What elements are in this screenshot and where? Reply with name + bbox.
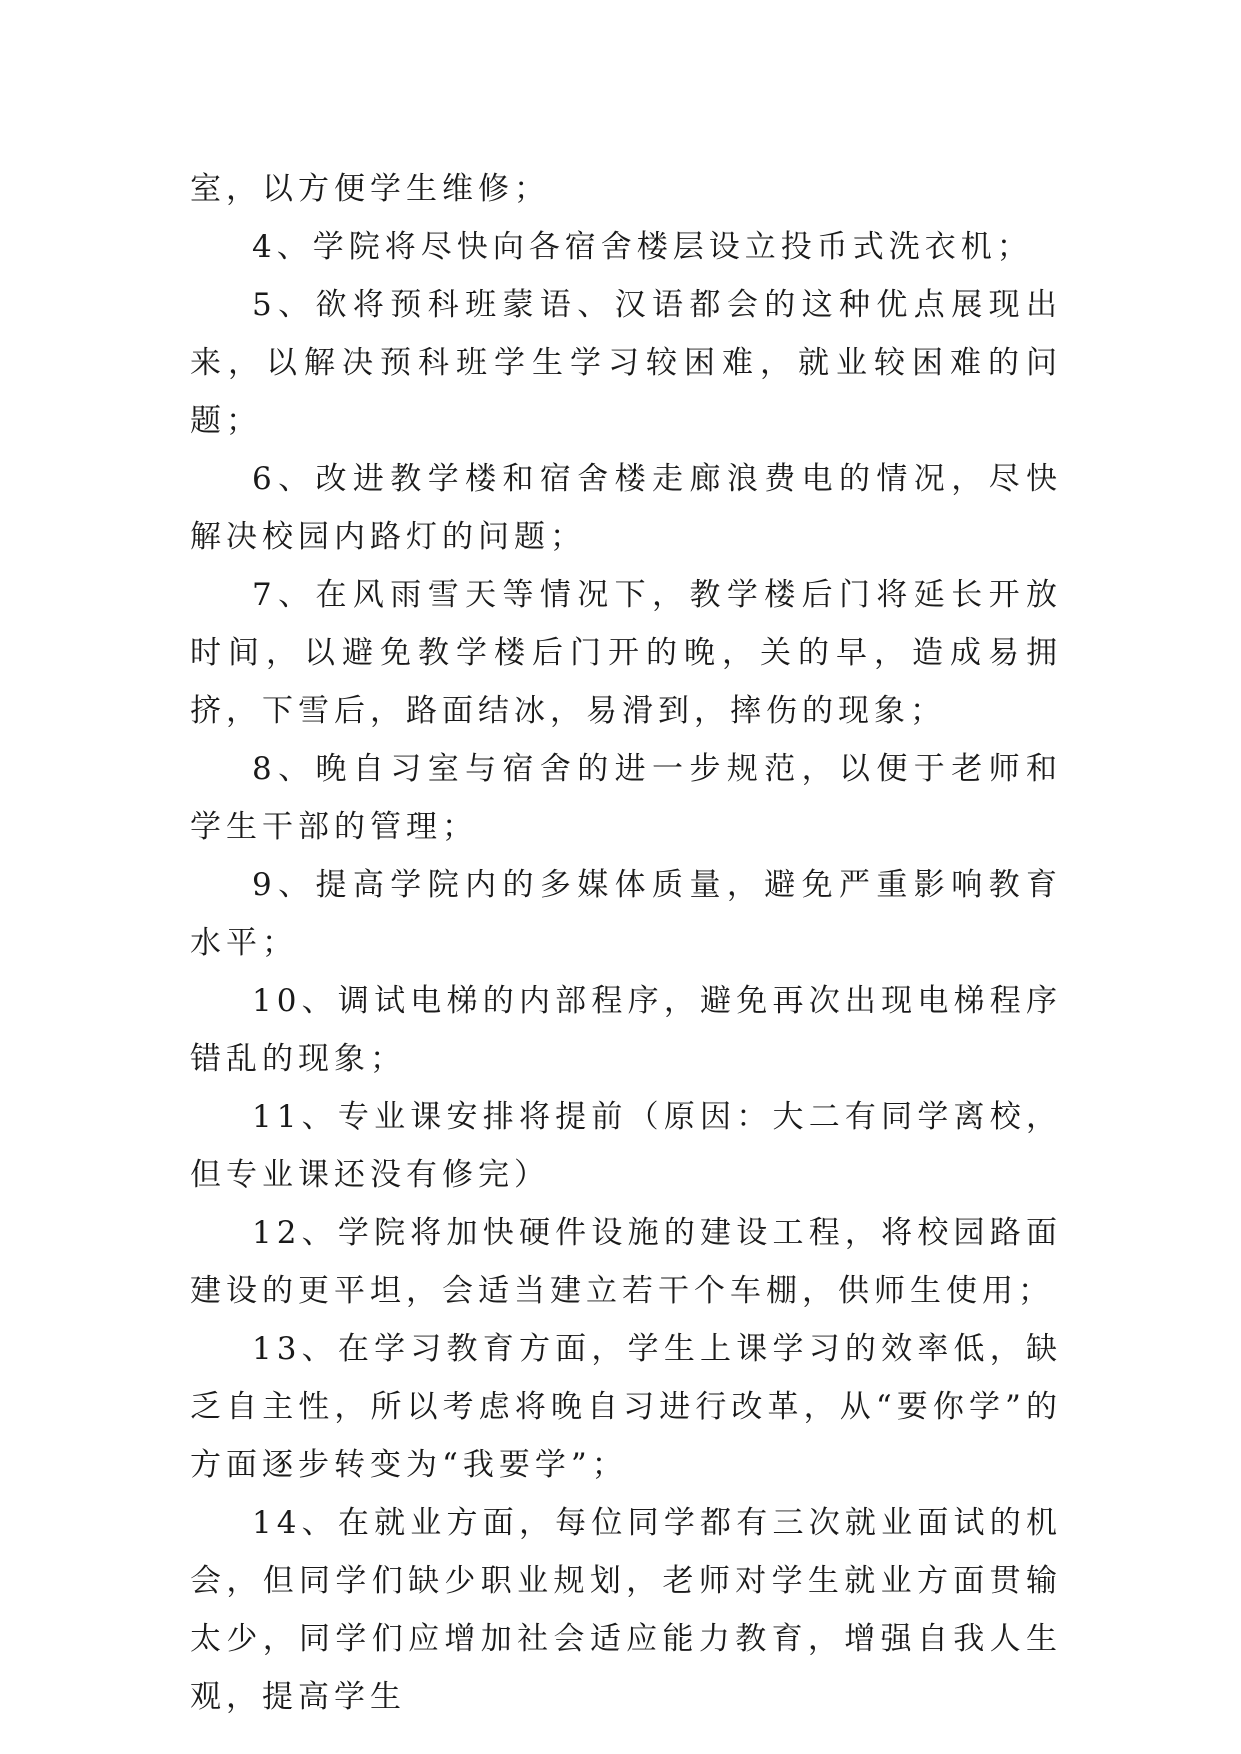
paragraph-item-12: 12、学院将加快硬件设施的建设工程，将校园路面建设的更平坦，会适当建立若干个车棚，供师生使用；	[190, 1215, 1062, 1309]
paragraph-item-8: 8、晚自习室与宿舍的进一步规范，以便于老师和学生干部的管理；	[190, 751, 1062, 845]
paragraph-item-4: 4、学院将尽快向各宿舍楼层设立投币式洗衣机；	[252, 229, 1033, 265]
paragraph-item-14: 14、在就业方面，每位同学都有三次就业面试的机会，但同学们缺少职业规划，老师对学生就业方面贯输太少，同学们应增加社会适应能力教育，增强自我人生观，提高学生	[190, 1505, 1062, 1715]
paragraph-item-10: 10、调试电梯的内部程序，避免再次出现电梯程序错乱的现象；	[190, 983, 1062, 1077]
paragraph-item-7: 7、在风雨雪天等情况下，教学楼后门将延长开放时间，以避免教学楼后门开的晚，关的早，造成易拥挤，下雪后，路面结冰，易滑到，摔伤的现象；	[190, 577, 1062, 729]
paragraph-item-6: 6、改进教学楼和宿舍楼走廊浪费电的情况，尽快解决校园内路灯的问题；	[190, 461, 1062, 555]
paragraph-item-9: 9、提高学院内的多媒体质量，避免严重影响教育水平；	[190, 867, 1062, 961]
paragraph-item-5: 5、欲将预科班蒙语、汉语都会的这种优点展现出来，以解决预科班学生学习较困难，就业较困难的问题；	[190, 287, 1062, 439]
paragraph-continuation: 室，以方便学生维修；	[190, 171, 550, 207]
paragraph-item-11: 11、专业课安排将提前（原因：大二有同学离校，但专业课还没有修完）	[190, 1099, 1062, 1193]
paragraph-item-13: 13、在学习教育方面，学生上课学习的效率低，缺乏自主性，所以考虑将晚自习进行改革，从“要你学”的方面逐步转变为“我要学”；	[190, 1331, 1062, 1483]
document-body	[190, 160, 1062, 1726]
